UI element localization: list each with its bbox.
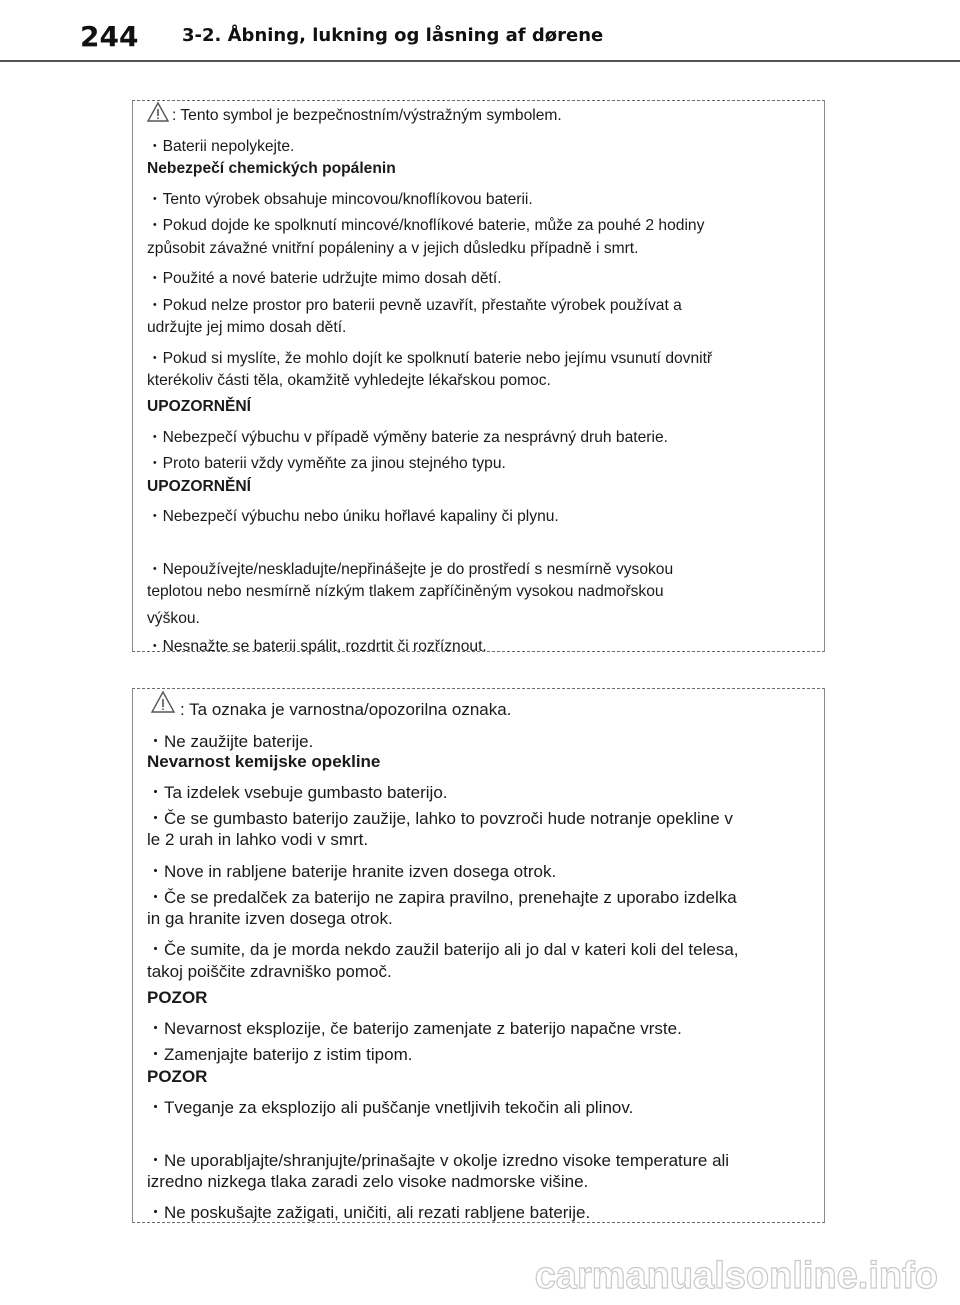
box1-line: ・Pokud si myslíte, že mohlo dojít ke spolknutí baterie nebo jejímu vsunutí dovnitř: [147, 350, 713, 367]
box2-heading: POZOR: [147, 988, 208, 1007]
box1-line: ・Baterii nepolykejte.: [147, 138, 295, 155]
warning-triangle-icon: [146, 101, 170, 123]
box1-line: kterékoliv části těla, okamžitě vyhledejte lékařskou pomoc.: [147, 372, 551, 389]
box2-line: ・Nove in rabljene baterije hranite izven dosega otrok.: [147, 862, 557, 881]
box1-heading: UPOZORNĚNÍ: [147, 398, 251, 415]
box1-line: výškou.: [147, 610, 200, 627]
box2-line: ・Če sumite, da je morda nekdo zaužil baterijo ali jo dal v kateri koli del telesa,: [147, 940, 739, 959]
box1-heading: UPOZORNĚNÍ: [147, 478, 251, 495]
box2-line: le 2 urah in lahko vodi v smrt.: [147, 830, 369, 849]
box2-line-symbol: : Ta oznaka je varnostna/opozorilna oznaka.: [180, 700, 512, 719]
watermark: [0, 1250, 960, 1305]
box2-line: ・Če se predalček za baterijo ne zapira pravilno, prenehajte z uporabo izdelka: [147, 888, 737, 907]
box2-line: ・Tveganje za eksplozijo ali puščanje vnetljivih tekočin ali plinov.: [147, 1098, 634, 1117]
box2-line: ・Ta izdelek vsebuje gumbasto baterijo.: [147, 783, 448, 802]
box2-heading: POZOR: [147, 1067, 208, 1086]
box2-line: takoj poiščite zdravniško pomoč.: [147, 962, 392, 981]
box1-line: ・Proto baterii vždy vyměňte za jinou stejného typu.: [147, 455, 506, 472]
box2-line: ・Ne poskušajte zažigati, uničiti, ali rezati rabljene baterije.: [147, 1203, 591, 1222]
box1-heading: Nebezpečí chemických popálenin: [147, 160, 396, 177]
box1-line: ・Nebezpečí výbuchu nebo úniku hořlavé kapaliny či plynu.: [147, 508, 559, 525]
box2-line: in ga hranite izven dosega otrok.: [147, 909, 393, 928]
watermark-text: carmanualsonline.info: [534, 1255, 938, 1297]
section-title: 3-2. Åbning, lukning og låsning af dørene: [182, 25, 604, 46]
box2-line: ・Ne zaužijte baterije.: [147, 732, 314, 751]
page-number: 244: [80, 20, 139, 53]
box1-line: ・Použité a nové baterie udržujte mimo dosah dětí.: [147, 270, 502, 287]
page-header: [0, 0, 960, 64]
warning-triangle-icon: [150, 690, 176, 714]
box1-line: ・Pokud nelze prostor pro baterii pevně uzavřít, přestaňte výrobek používat a: [147, 297, 682, 314]
box2-line: ・Če se gumbasto baterijo zaužije, lahko to povzroči hude notranje opekline v: [147, 809, 733, 828]
box1-line: způsobit závažné vnitřní popáleniny a v jejich důsledku případně i smrt.: [147, 240, 639, 257]
box1-line: udržujte jej mimo dosah dětí.: [147, 319, 347, 336]
box1-line: ・Pokud dojde ke spolknutí mincové/knoflíkové baterie, může za pouhé 2 hodiny: [147, 217, 705, 234]
box1-line: ・Nesnažte se baterii spálit, rozdrtit či rozříznout.: [147, 638, 487, 655]
box1-line: ・Nebezpečí výbuchu v případě výměny baterie za nesprávný druh baterie.: [147, 429, 668, 446]
box2-line: ・Ne uporabljajte/shranjujte/prinašajte v okolje izredno visoke temperature ali: [147, 1151, 730, 1170]
box1-line: ・Nepoužívejte/neskladujte/nepřinášejte je do prostředí s nesmírně vysokou: [147, 561, 674, 578]
box1-line-symbol: : Tento symbol je bezpečnostním/výstražným symbolem.: [172, 107, 562, 124]
box2-line: izredno nizkega tlaka zaradi zelo visoke nadmorske višine.: [147, 1172, 589, 1191]
box1-line: teplotou nebo nesmírně nízkým tlakem zapříčiněným vysokou nadmořskou: [147, 583, 664, 600]
box1-line: ・Tento výrobek obsahuje mincovou/knoflíkovou baterii.: [147, 191, 533, 208]
header-rule: [0, 60, 960, 62]
box2-line: ・Zamenjajte baterijo z istim tipom.: [147, 1045, 413, 1064]
box2-line: ・Nevarnost eksplozije, če baterijo zamenjate z baterijo napačne vrste.: [147, 1019, 682, 1038]
box2-heading: Nevarnost kemijske opekline: [147, 752, 381, 771]
